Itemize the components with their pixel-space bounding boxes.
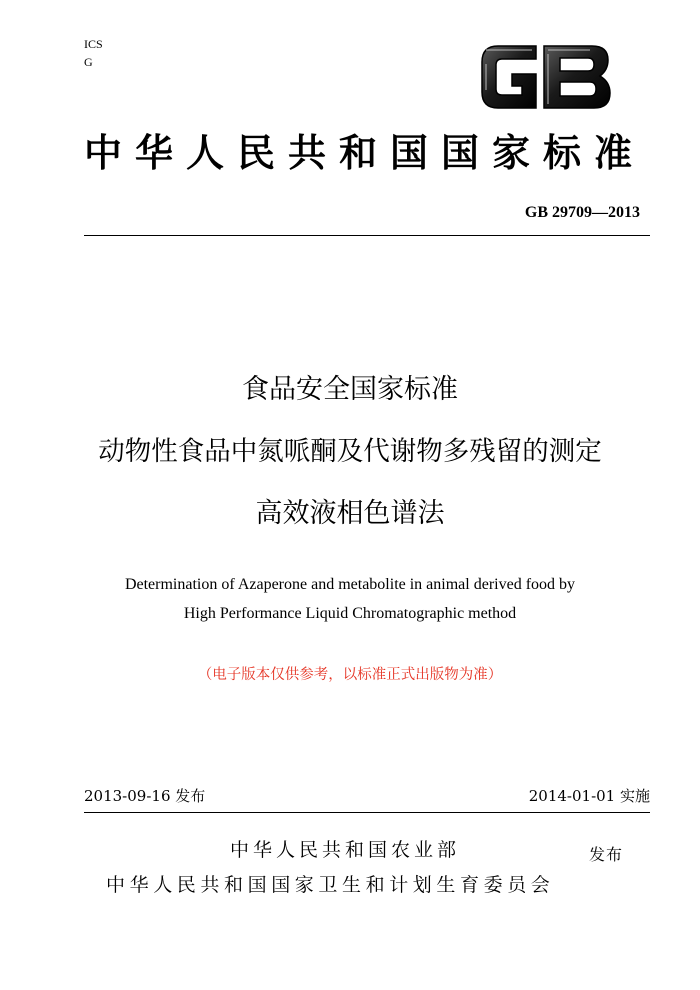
implementation-date: 2014-01-01 实施 [528,787,650,805]
header-divider [84,235,650,236]
title-line-1: 食品安全国家标准 [242,374,458,405]
issuer-commission: 中华人民共和国国家卫生和计划生育委员会 [106,874,555,896]
english-title-line-1: Determination of Azaperone and metabolite in animal derived food by [124,576,576,593]
footer-divider [84,812,650,813]
ics-label: ICS [84,37,103,51]
gb-logo [478,42,614,112]
ics-block [84,35,103,71]
english-title-line-2: High Performance Liquid Chromatographic method [183,605,517,622]
title-line-2: 动物性食品中氮哌酮及代谢物多残留的测定 [98,436,602,467]
electronic-version-notice: （电子版本仅供参考，以标准正式出版物为准） [197,667,503,683]
gb-logo-graphic [478,42,614,112]
standard-type-heading: 中华人民共和国国家标准 [84,131,646,175]
category-label: G [84,55,93,69]
title-line-3: 高效液相色谱法 [255,498,445,529]
standard-code: GB 29709—2013 [524,204,640,221]
issuer-ministry: 中华人民共和国农业部 [230,839,461,861]
issue-date: 2013-09-16 发布 [84,787,206,805]
issue-word: 发布 [589,845,624,864]
